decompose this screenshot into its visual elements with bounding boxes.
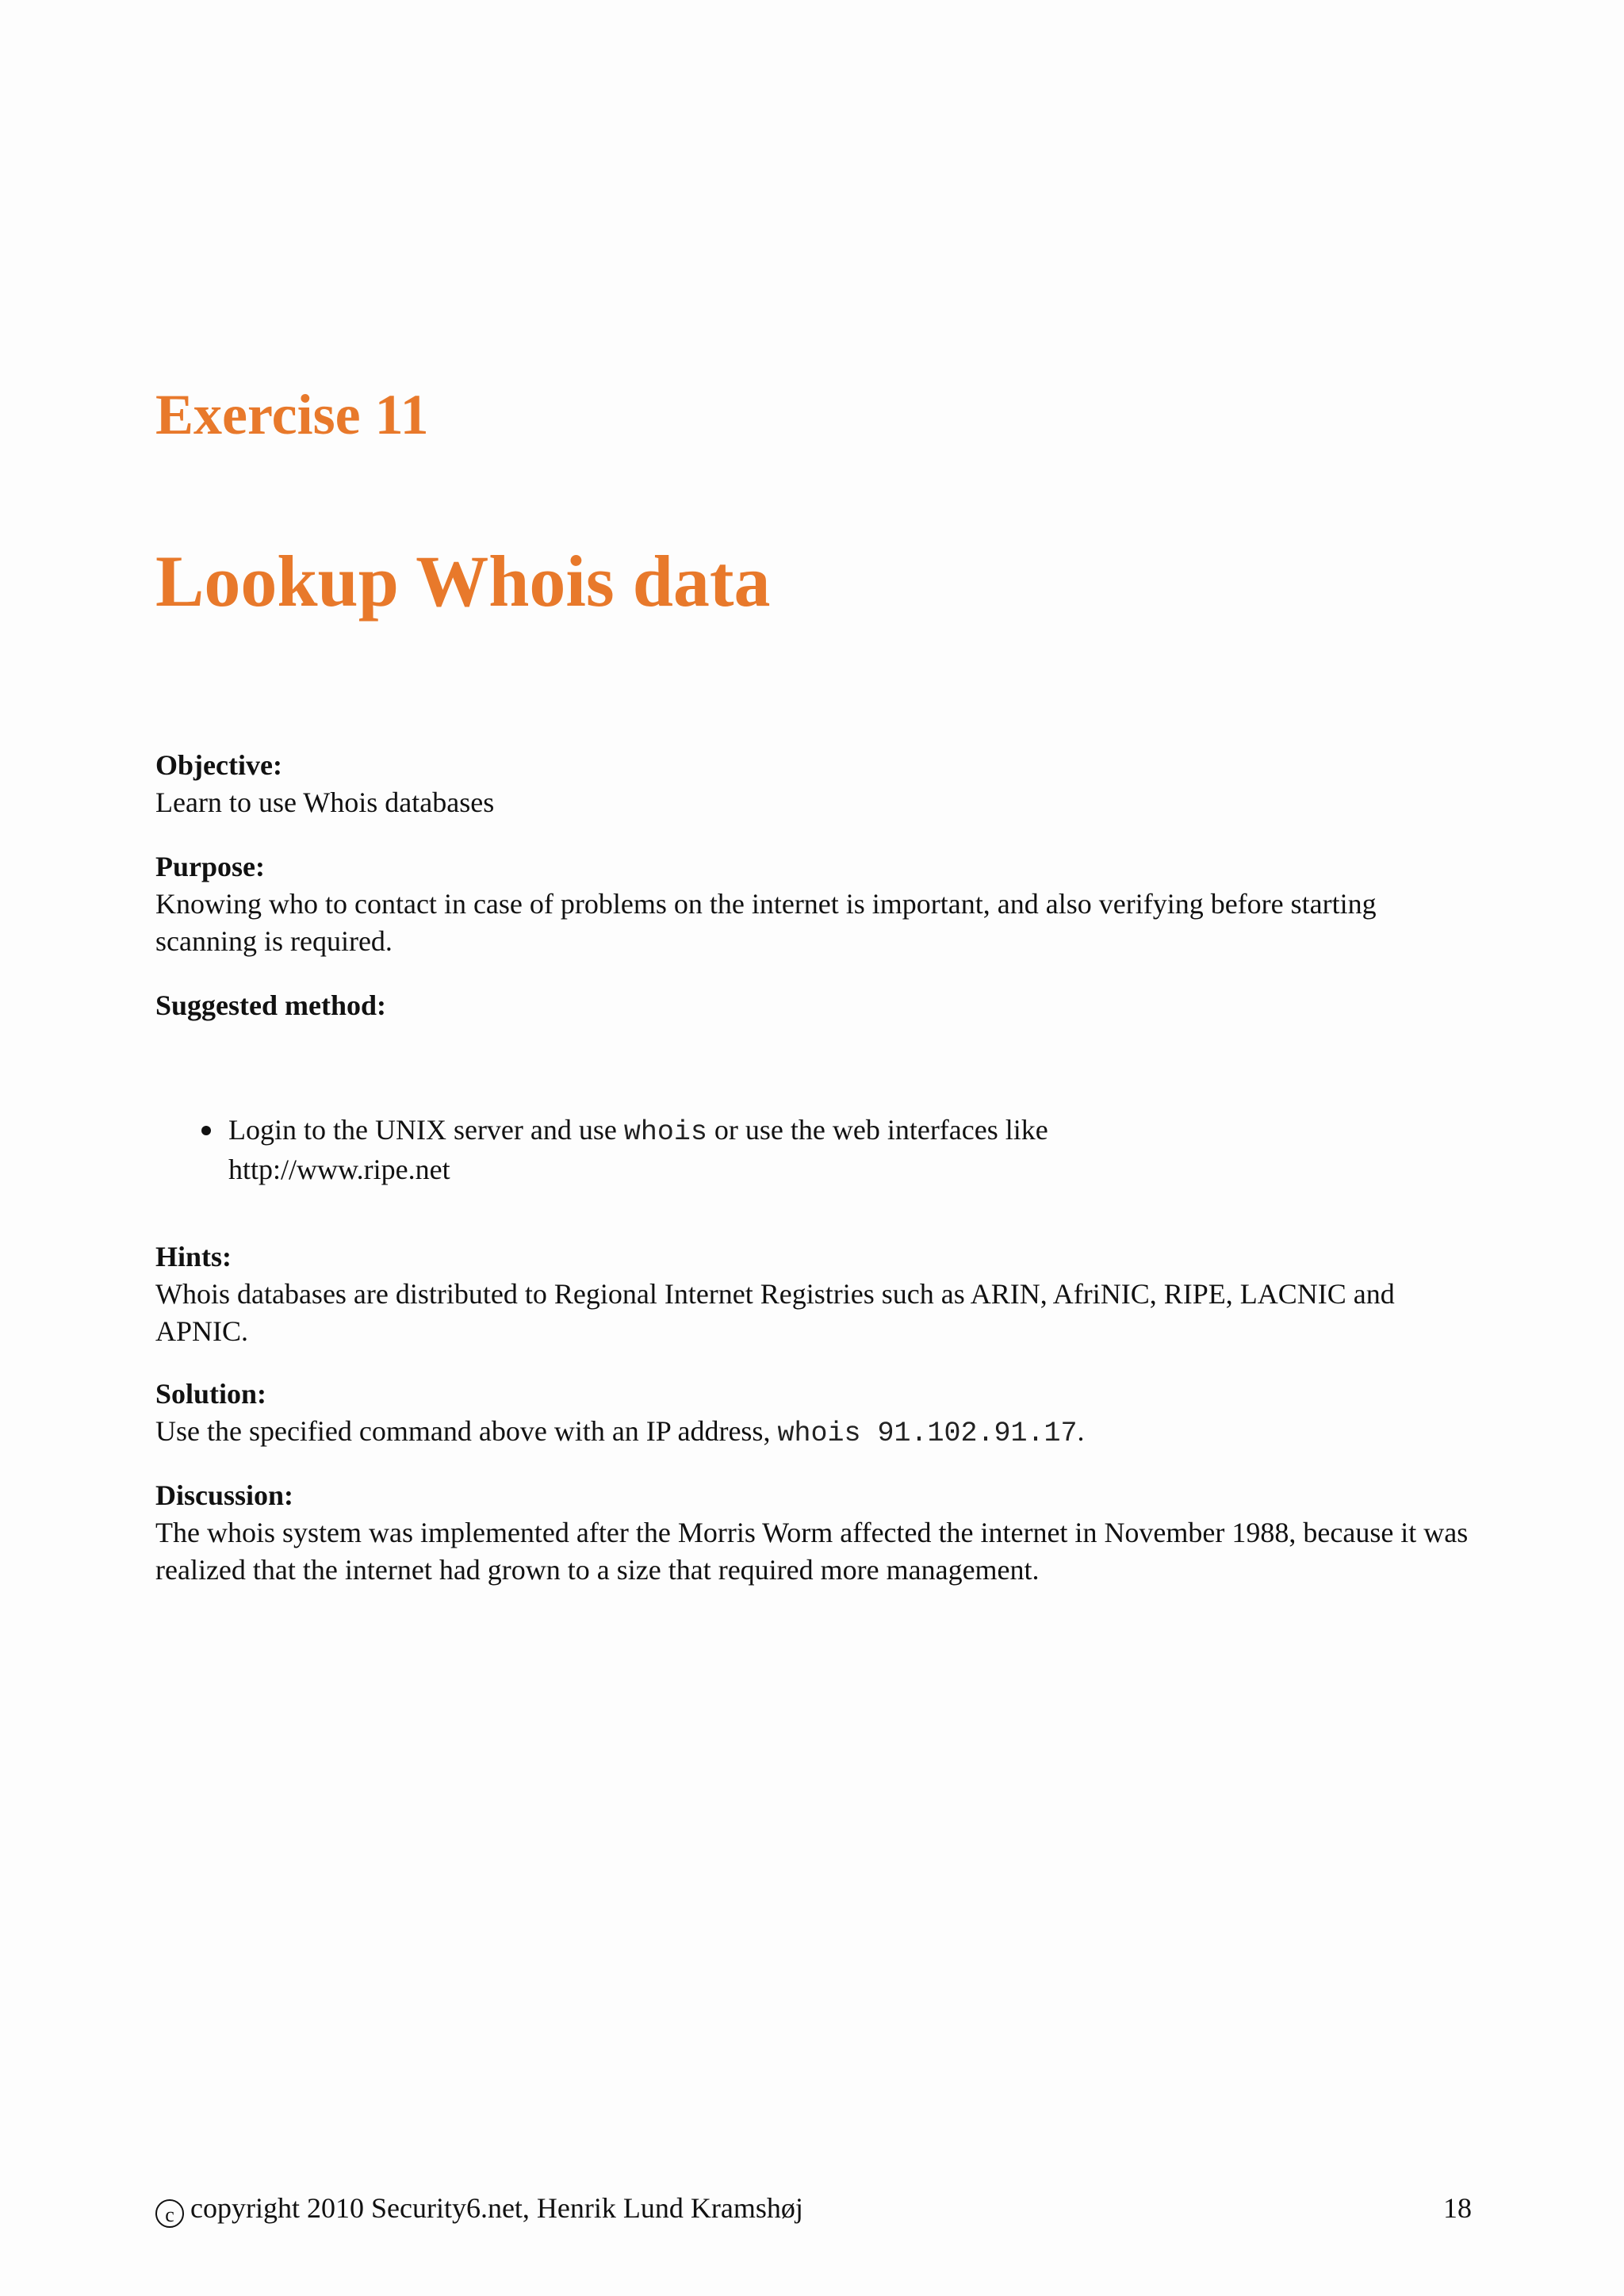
discussion-heading: Discussion: bbox=[155, 1479, 294, 1511]
copyright-icon: c bbox=[155, 2199, 184, 2228]
purpose-body: Knowing who to contact in case of problems on the internet is important, and also verifying before starting scanning is required. bbox=[155, 888, 1377, 957]
bullet-dot-icon bbox=[201, 1126, 211, 1135]
discussion-section bbox=[155, 1477, 1472, 1589]
discussion-body: The whois system was implemented after the Morris Worm affected the internet in November 1988, because it was realized that the internet had grown to a size that required more management. bbox=[155, 1517, 1469, 1586]
page-title: Lookup Whois data bbox=[155, 541, 771, 622]
page-number: 18 bbox=[1443, 2192, 1472, 2224]
exercise-label: Exercise 11 bbox=[155, 383, 429, 446]
objective-body: Learn to use Whois databases bbox=[155, 786, 495, 818]
hints-section bbox=[155, 1238, 1472, 1350]
purpose-heading: Purpose: bbox=[155, 851, 265, 882]
solution-text-suffix: . bbox=[1077, 1415, 1085, 1447]
bullet-text-prefix: Login to the UNIX server and use bbox=[228, 1114, 624, 1146]
solution-text-prefix: Use the specified command above with an IP address, bbox=[155, 1415, 778, 1447]
objective-heading: Objective: bbox=[155, 749, 282, 781]
ripe-url-link[interactable]: http://www.ripe.net bbox=[228, 1154, 450, 1185]
suggested-method-heading: Suggested method: bbox=[155, 989, 387, 1021]
page-footer bbox=[155, 2190, 1472, 2228]
solution-heading: Solution: bbox=[155, 1378, 267, 1410]
objective-section bbox=[155, 747, 1472, 821]
suggested-method-section bbox=[155, 987, 1472, 1024]
hints-heading: Hints: bbox=[155, 1241, 232, 1272]
hints-body: Whois databases are distributed to Regional Internet Registries such as ARIN, AfriNIC, RIPE, LACNIC and APNIC. bbox=[155, 1278, 1395, 1347]
whois-command: whois bbox=[623, 1116, 707, 1148]
purpose-section bbox=[155, 848, 1472, 960]
solution-command: whois 91.102.91.17 bbox=[777, 1418, 1078, 1449]
list-item bbox=[198, 1112, 1150, 1188]
solution-section bbox=[155, 1376, 1472, 1452]
method-bullet-list bbox=[198, 1112, 1150, 1188]
copyright-text: copyright 2010 Security6.net, Henrik Lund Kramshøj bbox=[190, 2192, 803, 2224]
bullet-text-suffix: or use the web interfaces like bbox=[707, 1114, 1048, 1146]
solution-body bbox=[155, 1413, 1472, 1452]
